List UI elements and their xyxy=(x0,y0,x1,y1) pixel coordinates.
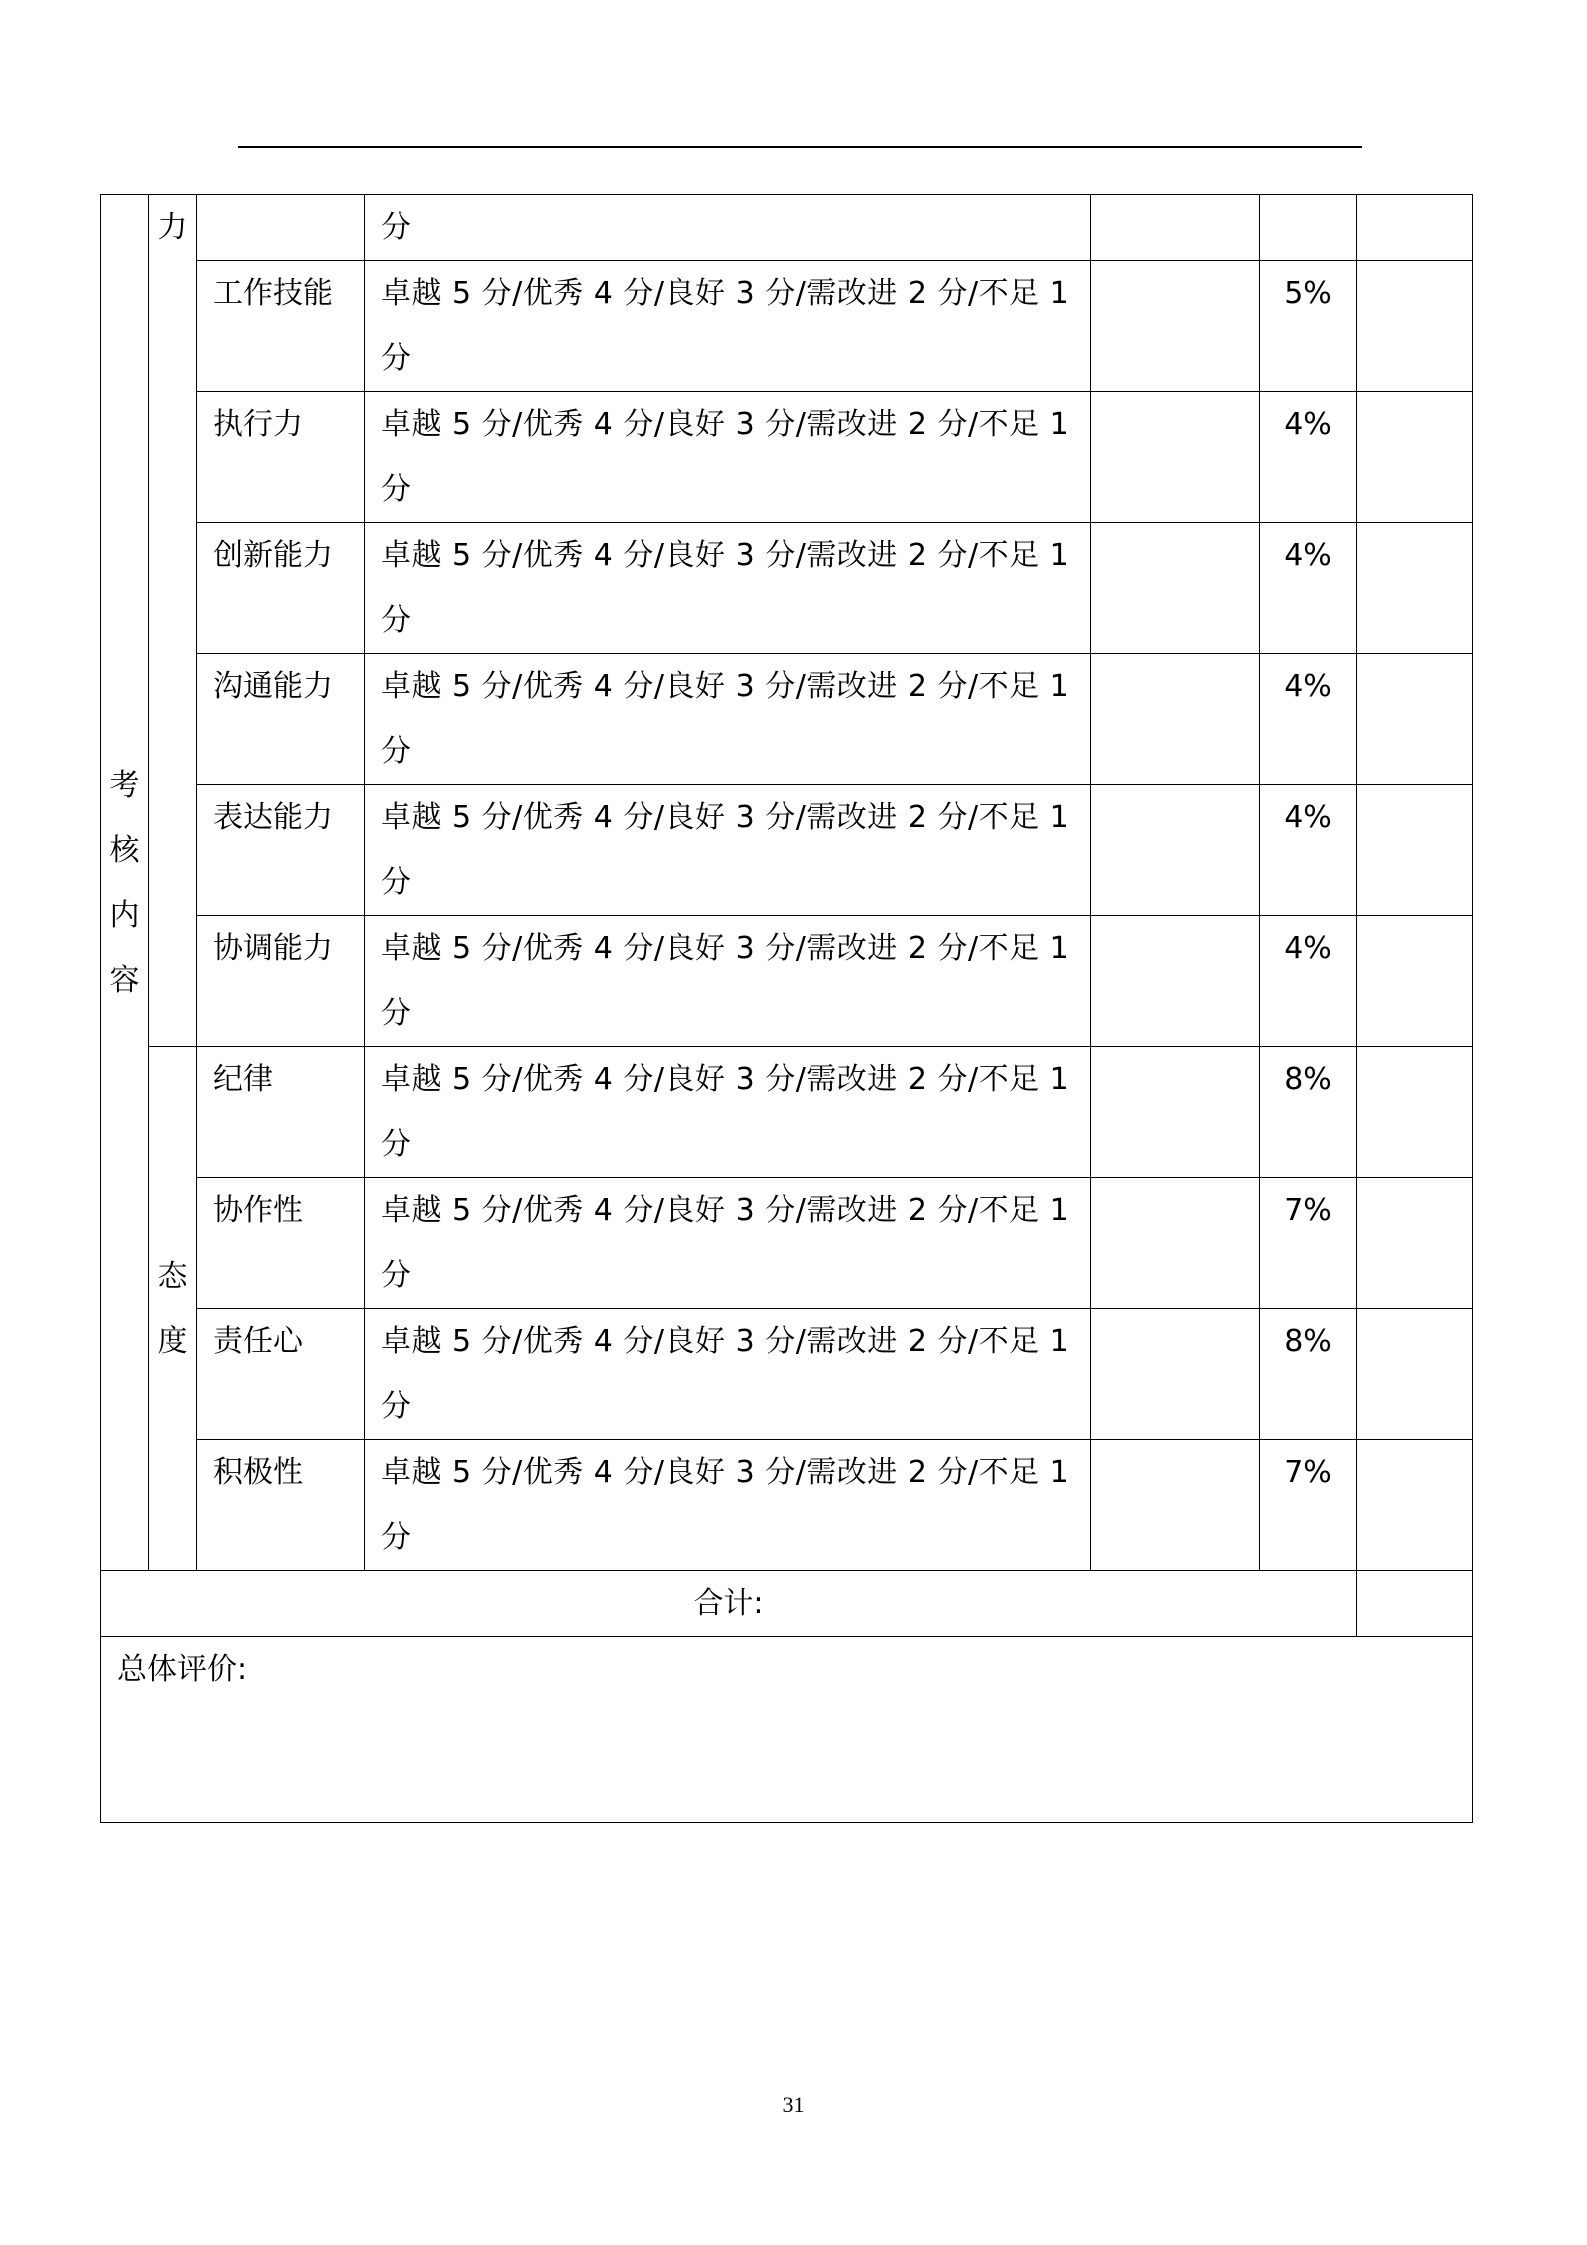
criteria-cell: 卓越 5 分/优秀 4 分/良好 3 分/需改进 2 分/不足 1 分 xyxy=(365,1178,1091,1309)
table-row xyxy=(101,1309,1473,1440)
weight-cell: 7% xyxy=(1260,1440,1357,1571)
table-row xyxy=(101,1047,1473,1178)
table-row xyxy=(101,195,1473,261)
item-cell: 协调能力 xyxy=(197,916,365,1047)
weight-cell: 7% xyxy=(1260,1178,1357,1309)
score-cell[interactable] xyxy=(1091,916,1260,1047)
group-label-ability: 力 xyxy=(149,195,197,1047)
group-label-attitude: 态 度 xyxy=(149,1047,197,1571)
table-row xyxy=(101,785,1473,916)
evaluation-table xyxy=(100,194,1473,1823)
item-cell: 纪律 xyxy=(197,1047,365,1178)
weight-cell: 8% xyxy=(1260,1047,1357,1178)
score-cell[interactable] xyxy=(1091,392,1260,523)
criteria-cell: 卓越 5 分/优秀 4 分/良好 3 分/需改进 2 分/不足 1 分 xyxy=(365,392,1091,523)
table-row xyxy=(101,1440,1473,1571)
item-cell: 执行力 xyxy=(197,392,365,523)
score-cell[interactable] xyxy=(1091,195,1260,261)
score-cell[interactable] xyxy=(1091,261,1260,392)
weight-cell: 8% xyxy=(1260,1309,1357,1440)
table-row xyxy=(101,654,1473,785)
criteria-cell: 卓越 5 分/优秀 4 分/良好 3 分/需改进 2 分/不足 1 分 xyxy=(365,1047,1091,1178)
item-cell: 创新能力 xyxy=(197,523,365,654)
item-cell: 表达能力 xyxy=(197,785,365,916)
item-cell: 工作技能 xyxy=(197,261,365,392)
criteria-cell: 卓越 5 分/优秀 4 分/良好 3 分/需改进 2 分/不足 1 分 xyxy=(365,1440,1091,1571)
criteria-cell: 卓越 5 分/优秀 4 分/良好 3 分/需改进 2 分/不足 1 分 xyxy=(365,523,1091,654)
criteria-cell: 卓越 5 分/优秀 4 分/良好 3 分/需改进 2 分/不足 1 分 xyxy=(365,916,1091,1047)
criteria-cell: 卓越 5 分/优秀 4 分/良好 3 分/需改进 2 分/不足 1 分 xyxy=(365,261,1091,392)
criteria-cell: 卓越 5 分/优秀 4 分/良好 3 分/需改进 2 分/不足 1 分 xyxy=(365,1309,1091,1440)
table-row xyxy=(101,523,1473,654)
total-row xyxy=(101,1571,1473,1637)
score-cell[interactable] xyxy=(1091,1047,1260,1178)
result-cell[interactable] xyxy=(1357,1309,1473,1440)
weight-cell: 4% xyxy=(1260,916,1357,1047)
result-cell[interactable] xyxy=(1357,654,1473,785)
result-cell[interactable] xyxy=(1357,916,1473,1047)
score-cell[interactable] xyxy=(1091,785,1260,916)
score-cell[interactable] xyxy=(1091,523,1260,654)
criteria-cell: 卓越 5 分/优秀 4 分/良好 3 分/需改进 2 分/不足 1 分 xyxy=(365,654,1091,785)
overall-evaluation-row xyxy=(101,1637,1473,1823)
table-row xyxy=(101,916,1473,1047)
weight-cell: 4% xyxy=(1260,392,1357,523)
overall-evaluation-label[interactable]: 总体评价: xyxy=(101,1637,1473,1823)
weight-cell: 4% xyxy=(1260,654,1357,785)
result-cell[interactable] xyxy=(1357,785,1473,916)
weight-cell xyxy=(1260,195,1357,261)
result-cell[interactable] xyxy=(1357,261,1473,392)
result-cell[interactable] xyxy=(1357,1440,1473,1571)
result-cell[interactable] xyxy=(1357,195,1473,261)
table-row xyxy=(101,1178,1473,1309)
total-label: 合计: xyxy=(101,1571,1357,1637)
weight-cell: 4% xyxy=(1260,523,1357,654)
table-row xyxy=(101,261,1473,392)
section-label-assessment-content: 考 核 内 容 xyxy=(101,195,149,1571)
total-value-cell[interactable] xyxy=(1357,1571,1473,1637)
page-number: 31 xyxy=(782,2092,805,2117)
result-cell[interactable] xyxy=(1357,1178,1473,1309)
item-cell: 协作性 xyxy=(197,1178,365,1309)
result-cell[interactable] xyxy=(1357,523,1473,654)
criteria-cell: 分 xyxy=(365,195,1091,261)
criteria-cell: 卓越 5 分/优秀 4 分/良好 3 分/需改进 2 分/不足 1 分 xyxy=(365,785,1091,916)
table-row xyxy=(101,392,1473,523)
item-cell: 积极性 xyxy=(197,1440,365,1571)
result-cell[interactable] xyxy=(1357,392,1473,523)
result-cell[interactable] xyxy=(1357,1047,1473,1178)
header-rule xyxy=(238,146,1362,148)
score-cell[interactable] xyxy=(1091,1440,1260,1571)
item-cell: 责任心 xyxy=(197,1309,365,1440)
weight-cell: 5% xyxy=(1260,261,1357,392)
score-cell[interactable] xyxy=(1091,1178,1260,1309)
item-cell: 沟通能力 xyxy=(197,654,365,785)
score-cell[interactable] xyxy=(1091,654,1260,785)
item-cell xyxy=(197,195,365,261)
weight-cell: 4% xyxy=(1260,785,1357,916)
score-cell[interactable] xyxy=(1091,1309,1260,1440)
